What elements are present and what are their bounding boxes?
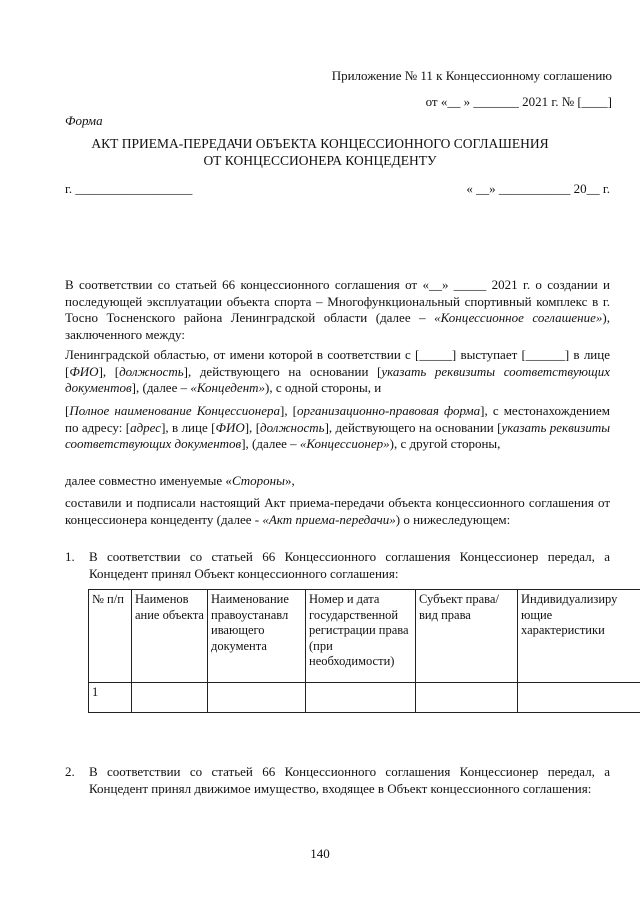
place-line: г. __________________ — [65, 181, 193, 196]
item1-number: 1. — [65, 549, 75, 564]
document-title — [0, 135, 640, 169]
item1-text: В соответствии со статьей 66 Концессионного соглашения Концессионер передал, а Концедент принял Объект концессионного соглашения: — [89, 549, 610, 581]
intro-paragraph: В соответствии со статьей 66 концессионного соглашения от «__» _____ 2021 г. о создании и последующей эксплуатации объекта спорта – Многофункциональный спортивный комплекс в г. Тосно Тосненского района Ленинградской области (далее – «Концессионное соглашение»), заключенного между: — [65, 277, 610, 342]
together-paragraph: далее совместно именуемые «Стороны», — [65, 473, 295, 488]
col-header-right-subject: Субъект права/ вид права — [416, 590, 518, 683]
col-header-object-name: Наименов ание объекта — [132, 590, 208, 683]
appendix-header: Приложение № 11 к Концессионному соглашению — [331, 68, 612, 83]
table-cell — [132, 683, 208, 713]
form-label: Форма — [65, 113, 103, 128]
title-line-2: ОТ КОНЦЕССИОНЕРА КОНЦЕДЕНТУ — [203, 153, 437, 168]
page-number: 140 — [310, 846, 330, 861]
item2-text: В соответствии со статьей 66 Концессионного соглашения Концессионер передал, а Концедент принял движимое имущество, входящее в Объект концессионного соглашения: — [89, 764, 610, 796]
table-cell: 1 — [89, 683, 132, 713]
appendix-date-line: от «__ » _______ 2021 г. № [____] — [425, 94, 612, 109]
table-cell — [518, 683, 640, 713]
table-cell — [306, 683, 416, 713]
col-header-registration: Номер и дата государственной регистрации права (при необходимости) — [306, 590, 416, 683]
compiled-paragraph: составили и подписали настоящий Акт приема-передачи объекта концессионного соглашения от концессионера концеденту (далее - «Акт приема-передачи») о нижеследующем: — [65, 495, 610, 527]
col-header-number: № п/п — [89, 590, 132, 683]
col-header-characteristics: Индивидуализиру ющие характеристики — [518, 590, 640, 683]
title-line-1: АКТ ПРИЕМА-ПЕРЕДАЧИ ОБЪЕКТА КОНЦЕССИОННОГО СОГЛАШЕНИЯ — [91, 136, 549, 151]
table-cell — [416, 683, 518, 713]
table-row — [89, 683, 640, 713]
table-header-row — [89, 590, 640, 683]
item2-number: 2. — [65, 764, 75, 779]
table-cell — [208, 683, 306, 713]
party2-paragraph: [Полное наименование Концессионера], [организационно-правовая форма], с местонахождением по адресу: [адрес], в лице [ФИО], [должность], действующего на основании [указать реквизиты соответствующих документов], (далее – «Концессионер»), с другой стороны, — [65, 403, 611, 452]
transfer-table — [88, 589, 640, 713]
date-placeholder: « __» ___________ 20__ г. — [466, 181, 610, 196]
col-header-title-document: Наименование правоустанавл ивающего документа — [208, 590, 306, 683]
party1-paragraph: Ленинградской областью, от имени которой в соответствии с [_____] выступает [______] в лице [ФИО], [должность], действующего на основании [указать реквизиты соответствующих документов], (далее – «Концедент»), с одной стороны, и — [65, 347, 610, 396]
